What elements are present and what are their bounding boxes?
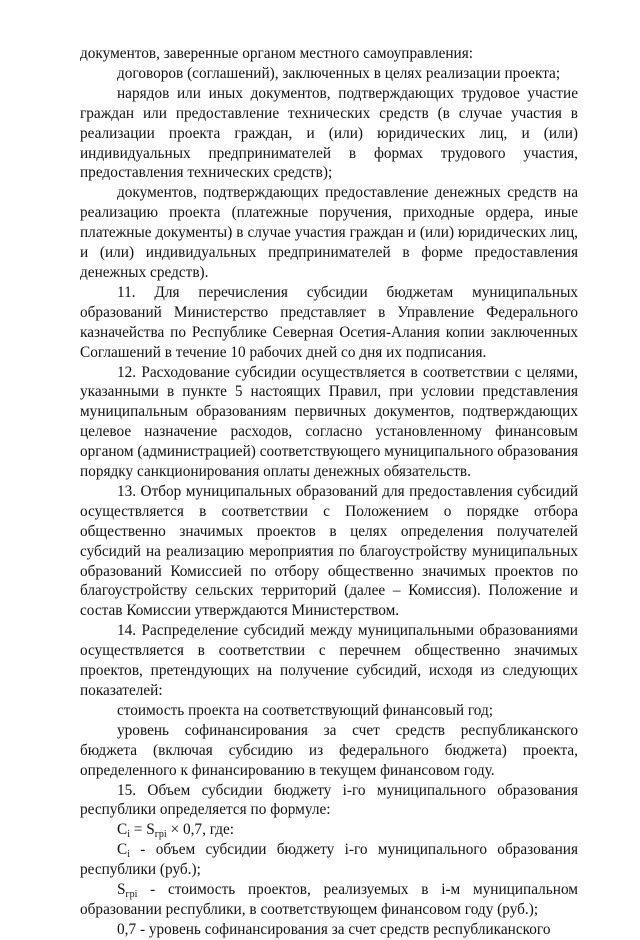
formula-s-symbol: S xyxy=(146,821,155,839)
definition-ci-text: - объем субсидии бюджету i-го муниципального образования республики (руб.); xyxy=(80,841,578,879)
document-page xyxy=(80,44,578,940)
formula-s-subscript: грi xyxy=(154,829,167,841)
paragraph-documents-certified: документов, заверенные органом местного самоуправления: xyxy=(80,45,474,62)
paragraph-contracts: договоров (соглашений), заключенных в целях реализации проекта; xyxy=(117,64,561,82)
definition-ci-symbol: C xyxy=(117,841,128,859)
formula-equals: = xyxy=(129,821,147,839)
formula-c-symbol: C xyxy=(117,821,128,839)
definition-sgri xyxy=(80,880,578,920)
definition-ci xyxy=(80,840,578,880)
paragraph-item-15: 15. Объем субсидии бюджету i-го муниципального образования республики определяется по формуле: xyxy=(80,781,578,819)
definition-sgri-subscript: грi xyxy=(125,889,138,901)
paragraph-item-11: 11. Для перечисления субсидии бюджетам муниципальных образований Министерство представляет в Управление Федерального казначейства по Республике Северная Осетия-Алания копии заключенных Соглашений в течение 10 рабочих дней со дня их подписания. xyxy=(80,283,578,361)
formula-tail: × 0,7, где: xyxy=(166,821,235,839)
paragraph-project-cost: стоимость проекта на соответствующий финансовый год; xyxy=(117,701,493,719)
definition-sgri-text: - стоимость проектов, реализуемых в i-м муниципальном образовании республики, в соответствующем финансовом году (руб.); xyxy=(80,881,578,918)
paragraph-item-12: 12. Расходование субсидии осуществляется в соответствии с целями, указанными в пункте 5 настоящих Правил, при условии представления муниципальным образованиям первичных документов, подтверждающих целевое назначение расходов, согласно установленному финансовым органом (администрацией) соответствующего муниципального образования порядку санкционирования оплаты денежных обязательств. xyxy=(80,363,578,481)
paragraph-item-14: 14. Распределение субсидий между муниципальными образованиями осуществляется в соответствии с перечнем общественно значимых проектов, претендующих на получение субсидий, исходя из следующих показателей: xyxy=(80,622,578,699)
formula-c-subscript: i xyxy=(127,829,130,841)
paragraph-labor-participation: нарядов или иных документов, подтверждающих трудовое участие граждан или предоставление технических средств (в случае участия в реализации проекта граждан, и (или) юридических лиц, и (или) индивидуальных предпринимателей в формах трудового участия, предоставления технических средств); xyxy=(80,84,578,182)
paragraph-item-13: 13. Отбор муниципальных образований для предоставления субсидий осуществляется в соответствии с Положением о порядке отбора общественно значимых проектов в целях определения получателей субсидий на реализацию мероприятия по благоустройству муниципальных образований Комиссией по отбору общественно значимых проектов по благоустройству сельских территорий (далее – Комиссия). Положение и состав Комиссии утверждаются Министерством. xyxy=(80,482,578,620)
paragraph-funds-documents: документов, подтверждающих предоставление денежных средств на реализацию проекта (платежные поручения, приходные ордера, иные платежные документы) в случае участия граждан и (или) юридических лиц, и (или) индивидуальных предпринимателей в форме предоставления денежных средств). xyxy=(80,184,578,281)
definition-ci-subscript: i xyxy=(127,849,130,861)
definition-sgri-symbol: S xyxy=(117,881,126,899)
definition-coefficient: 0,7 - уровень софинансирования за счет средств республиканского xyxy=(117,920,551,938)
paragraph-cofinancing-level: уровень софинансирования за счет средств республиканского бюджета (включая субсидию из федерального бюджета) проекта, определенного к финансированию в текущем финансовом году. xyxy=(80,721,578,779)
formula-line xyxy=(80,820,578,840)
